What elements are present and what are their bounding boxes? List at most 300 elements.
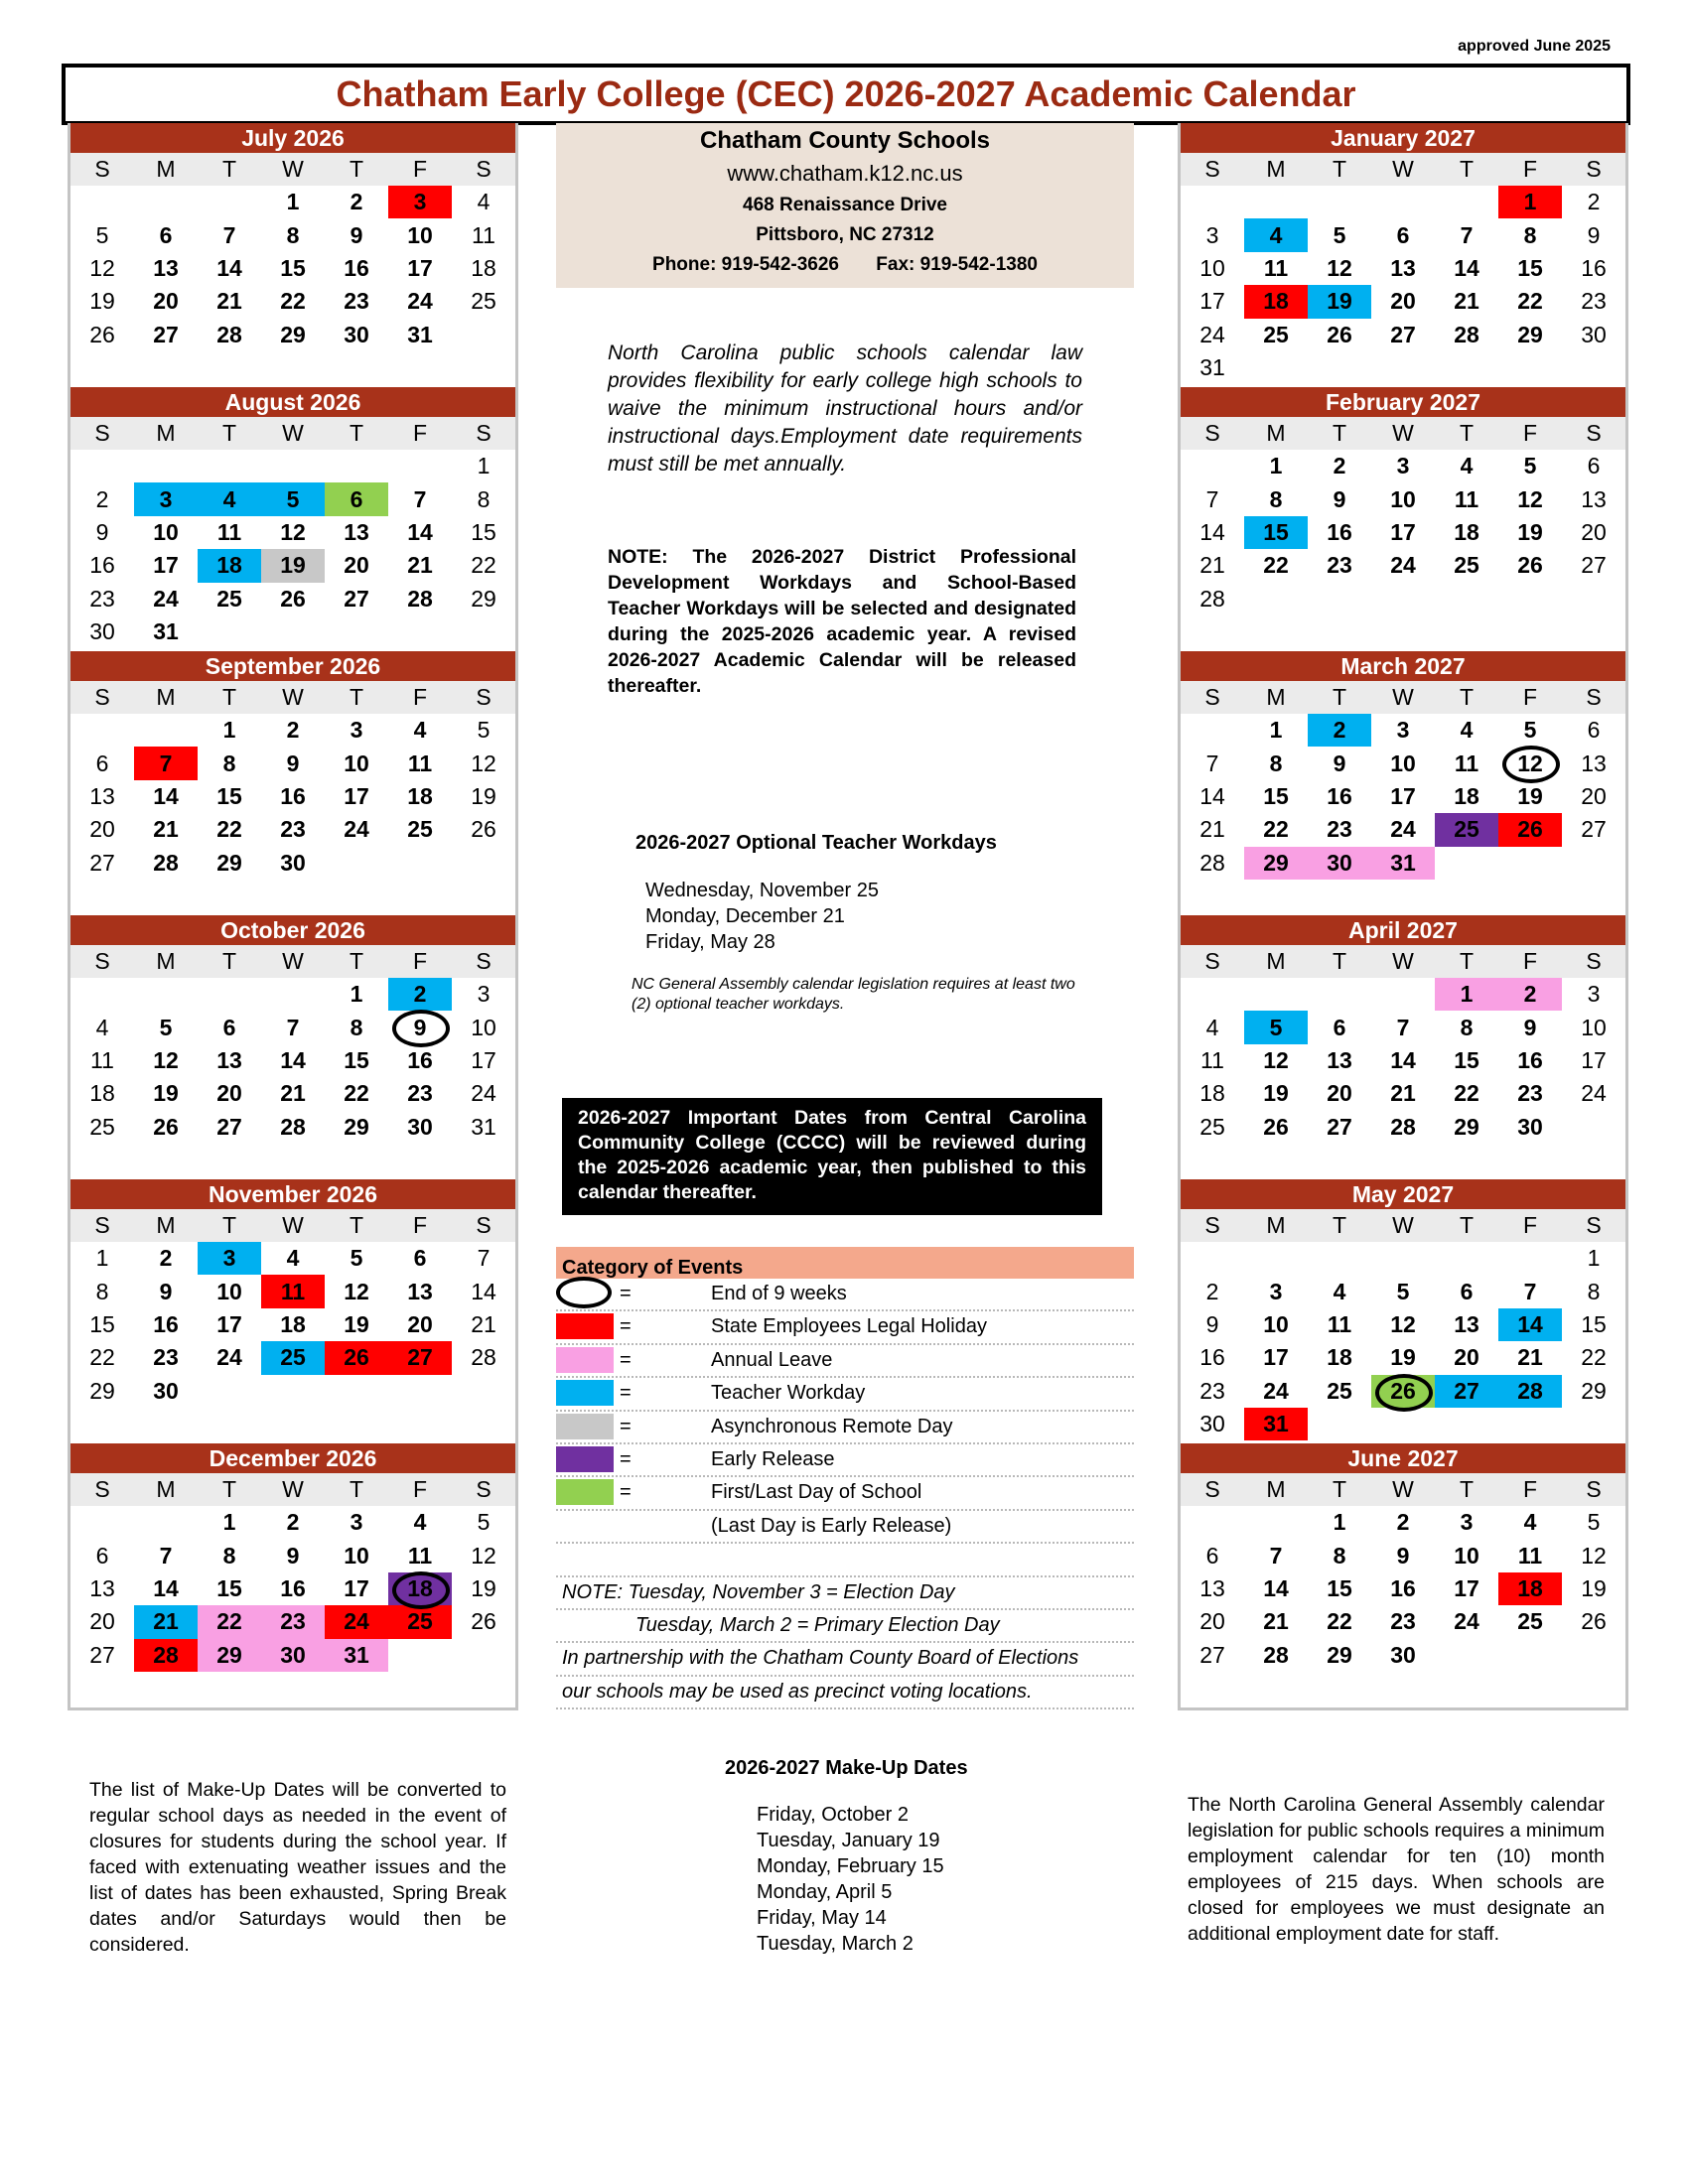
weekday-header: S — [1562, 945, 1625, 978]
calendar-day: 17 — [407, 254, 433, 281]
page-title: Chatham Early College (CEC) 2026-2027 Academic Calendar — [336, 73, 1356, 114]
calendar-day: 24 — [1390, 552, 1416, 579]
calendar-day: 2 — [95, 485, 109, 512]
calendar-day: 16 — [344, 254, 369, 281]
calendar-day: 29 — [1244, 847, 1308, 880]
calendar-day: 31 — [471, 1113, 496, 1140]
calendar-day: 9 — [1396, 1542, 1410, 1569]
weekday-header: M — [1244, 417, 1308, 450]
calendar-day: 12 — [1498, 747, 1562, 779]
makeup-explanation: The list of Make-Up Dates will be converted to regular school days as needed in the event of closures for students during the school year. If faced with extenuating weather issues and the list of dates has been exhausted, Spring Break dates and/or Saturdays would then be considered. — [89, 1779, 506, 1956]
calendar-day: 31 — [153, 618, 179, 645]
calendar-day: 18 — [1454, 782, 1479, 809]
weekday-header: S — [1562, 417, 1625, 450]
calendar-day: 8 — [95, 1278, 109, 1304]
legend-equals: = — [620, 1415, 632, 1437]
weekday-header: T — [325, 945, 388, 978]
calendar-day: 17 — [1454, 1574, 1479, 1601]
calendar-day: 8 — [1460, 1014, 1474, 1040]
calendar-day: 12 — [1263, 1046, 1289, 1073]
calendar-day: 16 — [1581, 254, 1607, 281]
calendar-day: 21 — [1454, 288, 1479, 315]
calendar-day: 12 — [1517, 485, 1543, 512]
calendar-day: 17 — [344, 1574, 369, 1601]
election-note-text: In partnership with the Chatham County Board of Elections — [562, 1647, 1079, 1670]
calendar-day: 13 — [216, 1046, 242, 1073]
calendar-day: 6 — [1205, 1542, 1219, 1569]
calendar-day: 25 — [1517, 1608, 1543, 1635]
employment-calendar-note: The North Carolina General Assembly calendar legislation for public schools requires a minimum employment calendar for ten (10) month employees of 215 days. When schools are closed for employees we must designate an additional employment date for staff. — [1188, 1794, 1605, 1945]
weekday-header: M — [1244, 1473, 1308, 1506]
calendar-day: 13 — [1327, 1046, 1352, 1073]
calendar-day: 15 — [89, 1310, 115, 1337]
school-phone: Phone: 919-542-3626 — [652, 254, 840, 275]
calendar-day: 25 — [216, 585, 242, 612]
calendar-day: 21 — [216, 288, 242, 315]
calendar-day: 11 — [1454, 485, 1479, 512]
election-note — [556, 1677, 1134, 1709]
weekday-header: T — [198, 945, 261, 978]
calendar-day: 19 — [261, 549, 325, 582]
calendar-day: 11 — [407, 1542, 433, 1569]
month-july-2026 — [70, 123, 515, 351]
optional-workday: Monday, December 21 — [645, 905, 845, 927]
calendar-day: 12 — [1327, 254, 1352, 281]
calendar-day: 29 — [216, 849, 242, 876]
optional-workday: Friday, May 28 — [645, 931, 775, 953]
calendar-day: 11 — [1454, 750, 1479, 776]
legend-swatch — [556, 1347, 614, 1373]
calendar-day: 1 — [222, 717, 236, 744]
calendar-day: 15 — [344, 1046, 369, 1073]
weekday-header: S — [452, 153, 515, 186]
weekday-header: T — [1308, 153, 1371, 186]
calendar-day: 6 — [222, 1014, 236, 1040]
calendar-day: 24 — [407, 288, 433, 315]
calendar-day: 29 — [280, 321, 306, 347]
calendar-day: 2 — [1587, 189, 1601, 215]
month-title: July 2026 — [70, 123, 515, 153]
legend-label: Early Release — [711, 1447, 835, 1470]
calendar-day: 24 — [1581, 1080, 1607, 1107]
weekday-header: F — [1498, 681, 1562, 714]
calendar-day: 26 — [153, 1113, 179, 1140]
calendar-day: 1 — [477, 453, 491, 479]
calendar-day: 13 — [89, 1574, 115, 1601]
calendar-day: 7 — [159, 1542, 173, 1569]
calendar-day: 15 — [1517, 254, 1543, 281]
right-calendar-column — [1178, 123, 1628, 1710]
school-name: Chatham County Schools — [699, 127, 991, 154]
calendar-day: 6 — [1396, 221, 1410, 248]
calendar-day: 28 — [1390, 1113, 1416, 1140]
calendar-day: 13 — [1390, 254, 1416, 281]
calendar-day: 30 — [1308, 847, 1371, 880]
calendar-day: 7 — [1269, 1542, 1283, 1569]
calendar-day: 16 — [407, 1046, 433, 1073]
calendar-day: 21 — [1390, 1080, 1416, 1107]
calendar-day: 17 — [1581, 1046, 1607, 1073]
weekday-header: W — [261, 1473, 325, 1506]
calendar-day: 8 — [1333, 1542, 1346, 1569]
month-january-2027 — [1181, 123, 1625, 384]
calendar-day: 5 — [1333, 221, 1346, 248]
calendar-day: 14 — [153, 1574, 179, 1601]
weekday-header: S — [1181, 417, 1244, 450]
legend-label: Asynchronous Remote Day — [711, 1415, 953, 1437]
calendar-day: 7 — [134, 747, 198, 779]
calendar-day: 15 — [471, 518, 496, 545]
calendar-day: 11 — [472, 221, 495, 248]
calendar-day: 17 — [1390, 782, 1416, 809]
calendar-day: 9 — [388, 1011, 452, 1043]
weekday-header: T — [198, 417, 261, 450]
calendar-day: 21 — [471, 1310, 496, 1337]
legend-item — [556, 1279, 1134, 1311]
makeup-date: Friday, May 14 — [757, 1907, 887, 1929]
legend-item — [556, 1378, 1134, 1411]
calendar-day: 5 — [350, 1245, 363, 1272]
calendar-day: 10 — [1581, 1014, 1607, 1040]
calendar-day: 20 — [344, 552, 369, 579]
calendar-day: 19 — [344, 1310, 369, 1337]
calendar-day: 11 — [1327, 1310, 1352, 1337]
weekday-header: S — [70, 945, 134, 978]
calendar-day: 8 — [222, 1542, 236, 1569]
month-title: September 2026 — [70, 651, 515, 681]
calendar-day: 16 — [1199, 1344, 1225, 1371]
calendar-day: 7 — [477, 1245, 491, 1272]
month-february-2027 — [1181, 387, 1625, 615]
calendar-day: 1 — [1269, 717, 1283, 744]
calendar-day: 7 — [1460, 221, 1474, 248]
month-december-2026 — [70, 1443, 515, 1672]
weekday-header: T — [325, 1209, 388, 1242]
calendar-day: 27 — [89, 1641, 115, 1668]
weekday-header: S — [452, 681, 515, 714]
weekday-header: F — [1498, 417, 1562, 450]
weekday-header: S — [1181, 1473, 1244, 1506]
calendar-day: 26 — [89, 321, 115, 347]
calendar-day: 7 — [286, 1014, 300, 1040]
calendar-day: 26 — [1263, 1113, 1289, 1140]
calendar-day: 30 — [1581, 321, 1607, 347]
weekday-header: T — [1308, 1473, 1371, 1506]
calendar-day: 9 — [350, 221, 363, 248]
calendar-day: 28 — [471, 1344, 496, 1371]
calendar-day: 10 — [216, 1278, 242, 1304]
calendar-day: 13 — [1581, 750, 1607, 776]
calendar-day: 24 — [344, 816, 369, 843]
calendar-day: 4 — [198, 482, 261, 515]
calendar-day: 25 — [1263, 321, 1289, 347]
calendar-day: 4 — [1244, 218, 1308, 251]
calendar-day: 28 — [1454, 321, 1479, 347]
calendar-day: 9 — [1587, 221, 1601, 248]
calendar-day: 4 — [477, 189, 491, 215]
calendar-day: 16 — [280, 1574, 306, 1601]
weekday-header: S — [452, 1209, 515, 1242]
weekday-header: T — [198, 1209, 261, 1242]
weekday-header: M — [134, 945, 198, 978]
calendar-day: 3 — [388, 186, 452, 218]
calendar-day: 18 — [1199, 1080, 1225, 1107]
calendar-day: 17 — [153, 552, 179, 579]
calendar-day: 22 — [216, 816, 242, 843]
calendar-day: 8 — [477, 485, 491, 512]
calendar-day: 2 — [1498, 978, 1562, 1011]
cccc-dates-note: 2026-2027 Important Dates from Central Carolina Community College (CCCC) will be reviewed during the 2025-2026 academic year, then published to this calendar thereafter. — [562, 1098, 1102, 1215]
month-title: December 2026 — [70, 1443, 515, 1473]
weekday-header: T — [1308, 681, 1371, 714]
calendar-day: 29 — [1517, 321, 1543, 347]
month-title: October 2026 — [70, 915, 515, 945]
calendar-day: 2 — [159, 1245, 173, 1272]
calendar-day: 26 — [280, 585, 306, 612]
calendar-day: 1 — [1269, 453, 1283, 479]
school-url[interactable]: www.chatham.k12.nc.us — [727, 161, 963, 186]
calendar-day: 14 — [1498, 1308, 1562, 1341]
calendar-day: 10 — [1263, 1310, 1289, 1337]
calendar-day: 5 — [1396, 1278, 1410, 1304]
calendar-day: 26 — [1498, 813, 1562, 846]
legend-item — [556, 1311, 1134, 1344]
weekday-header: W — [1371, 945, 1435, 978]
calendar-day: 9 — [1523, 1014, 1537, 1040]
calendar-day: 27 — [1327, 1113, 1352, 1140]
weekday-header: W — [261, 681, 325, 714]
calendar-day: 30 — [1199, 1411, 1225, 1437]
weekday-header: M — [1244, 153, 1308, 186]
calendar-day: 12 — [471, 750, 496, 776]
legend-swatch — [556, 1380, 614, 1406]
month-june-2027 — [1181, 1443, 1625, 1672]
calendar-day: 2 — [1205, 1278, 1219, 1304]
optional-workdays-list — [645, 878, 879, 955]
calendar-day: 16 — [1327, 782, 1352, 809]
calendar-day: 4 — [1460, 717, 1474, 744]
legend-swatch — [556, 1313, 614, 1339]
calendar-day: 29 — [344, 1113, 369, 1140]
event-legend — [556, 1247, 1134, 1709]
calendar-day: 5 — [159, 1014, 173, 1040]
weekday-header: W — [1371, 1209, 1435, 1242]
calendar-day: 9 — [1205, 1310, 1219, 1337]
calendar-day: 12 — [1581, 1542, 1607, 1569]
calendar-day: 4 — [413, 1509, 427, 1536]
calendar-day: 18 — [471, 254, 496, 281]
calendar-day: 20 — [1390, 288, 1416, 315]
calendar-day: 23 — [1327, 552, 1352, 579]
calendar-day: 28 — [1199, 585, 1225, 612]
calendar-day: 15 — [216, 782, 242, 809]
calendar-day: 8 — [1587, 1278, 1601, 1304]
calendar-day: 9 — [95, 518, 109, 545]
approved-date: approved June 2025 — [1458, 38, 1611, 55]
calendar-day: 27 — [344, 585, 369, 612]
calendar-day: 31 — [407, 321, 433, 347]
calendar-day: 19 — [1581, 1574, 1607, 1601]
calendar-day: 19 — [1517, 782, 1543, 809]
calendar-day: 23 — [1327, 816, 1352, 843]
calendar-day: 24 — [1390, 816, 1416, 843]
weekday-header: F — [388, 1209, 452, 1242]
weekday-header: T — [1435, 681, 1498, 714]
calendar-day: 9 — [1333, 485, 1346, 512]
calendar-day: 18 — [1244, 285, 1308, 318]
calendar-day: 7 — [413, 485, 427, 512]
calendar-day: 6 — [1587, 453, 1601, 479]
calendar-day: 14 — [1390, 1046, 1416, 1073]
calendar-day: 15 — [1263, 782, 1289, 809]
calendar-day: 14 — [1454, 254, 1479, 281]
calendar-day: 3 — [350, 717, 363, 744]
calendar-day: 6 — [325, 482, 388, 515]
calendar-day: 5 — [95, 221, 109, 248]
weekday-header: T — [1308, 1209, 1371, 1242]
makeup-date: Monday, April 5 — [757, 1881, 893, 1903]
school-address-line2: Pittsboro, NC 27312 — [756, 224, 934, 245]
calendar-day: 19 — [1263, 1080, 1289, 1107]
calendar-day: 28 — [153, 849, 179, 876]
calendar-day: 29 — [198, 1639, 261, 1672]
weekday-header: T — [1308, 417, 1371, 450]
calendar-day: 7 — [1396, 1014, 1410, 1040]
calendar-day: 16 — [1390, 1574, 1416, 1601]
calendar-day: 5 — [477, 1509, 491, 1536]
calendar-day: 2 — [286, 717, 300, 744]
calendar-day: 3 — [1269, 1278, 1283, 1304]
weekday-header: W — [1371, 417, 1435, 450]
calendar-day: 10 — [407, 221, 433, 248]
calendar-day: 20 — [153, 288, 179, 315]
legend-equals: = — [620, 1481, 632, 1504]
calendar-day: 26 — [1327, 321, 1352, 347]
weekday-header: T — [1435, 1209, 1498, 1242]
calendar-day: 2 — [350, 189, 363, 215]
calendar-day: 23 — [1199, 1377, 1225, 1404]
optional-workdays-note: NC General Assembly calendar legislation requires at least two (2) optional teacher workdays. — [632, 976, 1075, 1013]
calendar-day: 23 — [1390, 1608, 1416, 1635]
makeup-dates-title: 2026-2027 Make-Up Dates — [725, 1757, 968, 1779]
calendar-day: 22 — [89, 1344, 115, 1371]
calendar-day: 22 — [1263, 552, 1289, 579]
calendar-day: 18 — [1327, 1344, 1352, 1371]
calendar-day: 12 — [153, 1046, 179, 1073]
weekday-header: T — [325, 1473, 388, 1506]
legend-item — [556, 1477, 1134, 1510]
calendar-day: 15 — [1581, 1310, 1607, 1337]
calendar-day: 2 — [286, 1509, 300, 1536]
calendar-day: 16 — [280, 782, 306, 809]
calendar-day: 26 — [471, 816, 496, 843]
calendar-day: 29 — [1454, 1113, 1479, 1140]
calendar-day: 10 — [1390, 485, 1416, 512]
weekday-header: F — [388, 945, 452, 978]
calendar-day: 30 — [1390, 1641, 1416, 1668]
calendar-day: 16 — [1517, 1046, 1543, 1073]
calendar-day: 20 — [1199, 1608, 1225, 1635]
weekday-header: S — [1562, 153, 1625, 186]
calendar-day: 28 — [216, 321, 242, 347]
weekday-header: W — [1371, 681, 1435, 714]
calendar-day: 25 — [388, 1605, 452, 1638]
calendar-day: 9 — [159, 1278, 173, 1304]
calendar-day: 6 — [159, 221, 173, 248]
calendar-day: 18 — [1454, 518, 1479, 545]
calendar-day: 23 — [153, 1344, 179, 1371]
calendar-day: 8 — [350, 1014, 363, 1040]
calendar-day: 14 — [471, 1278, 496, 1304]
makeup-dates-list — [757, 1802, 944, 1957]
calendar-day: 7 — [1205, 750, 1219, 776]
calendar-day: 4 — [286, 1245, 300, 1272]
calendar-day: 16 — [153, 1310, 179, 1337]
calendar-day: 22 — [1327, 1608, 1352, 1635]
calendar-day: 27 — [1199, 1641, 1225, 1668]
calendar-day: 3 — [134, 482, 198, 515]
makeup-date: Tuesday, January 19 — [757, 1830, 940, 1851]
calendar-day: 30 — [407, 1113, 433, 1140]
legend-swatch — [556, 1446, 614, 1472]
calendar-day: 17 — [471, 1046, 496, 1073]
calendar-day: 18 — [388, 1572, 452, 1605]
calendar-day: 21 — [280, 1080, 306, 1107]
calendar-day: 22 — [344, 1080, 369, 1107]
calendar-day: 19 — [153, 1080, 179, 1107]
calendar-day: 21 — [153, 816, 179, 843]
legend-swatch — [556, 1277, 612, 1308]
calendar-day: 5 — [1587, 1509, 1601, 1536]
calendar-day: 30 — [280, 849, 306, 876]
calendar-day: 19 — [1390, 1344, 1416, 1371]
weekday-header: W — [1371, 153, 1435, 186]
weekday-header: M — [134, 417, 198, 450]
month-october-2026 — [70, 915, 515, 1144]
calendar-day: 5 — [1523, 453, 1537, 479]
weekday-header: F — [1498, 1473, 1562, 1506]
calendar-day: 13 — [344, 518, 369, 545]
calendar-day: 29 — [1581, 1377, 1607, 1404]
calendar-day: 12 — [471, 1542, 496, 1569]
weekday-header: S — [1181, 1209, 1244, 1242]
weekday-header: S — [70, 681, 134, 714]
calendar-day: 3 — [477, 981, 491, 1008]
weekday-header: W — [261, 153, 325, 186]
weekday-header: S — [452, 417, 515, 450]
calendar-day: 18 — [1498, 1572, 1562, 1605]
calendar-day: 11 — [407, 750, 433, 776]
calendar-day: 9 — [286, 1542, 300, 1569]
calendar-day: 26 — [1581, 1608, 1607, 1635]
month-september-2026 — [70, 651, 515, 880]
weekday-header: S — [70, 1473, 134, 1506]
calendar-day: 10 — [471, 1014, 496, 1040]
election-note-text: Tuesday, March 2 = Primary Election Day — [635, 1613, 1000, 1636]
calendar-day: 20 — [1581, 782, 1607, 809]
calendar-day: 11 — [261, 1275, 325, 1307]
calendar-day: 27 — [1390, 321, 1416, 347]
month-title: June 2027 — [1181, 1443, 1625, 1473]
calendar-day: 10 — [1454, 1542, 1479, 1569]
calendar-day: 4 — [1205, 1014, 1219, 1040]
weekday-header: T — [325, 417, 388, 450]
calendar-day: 10 — [344, 750, 369, 776]
legend-equals: = — [620, 1348, 632, 1371]
weekday-header: S — [70, 417, 134, 450]
weekday-header: W — [1371, 1473, 1435, 1506]
weekday-header: M — [1244, 945, 1308, 978]
